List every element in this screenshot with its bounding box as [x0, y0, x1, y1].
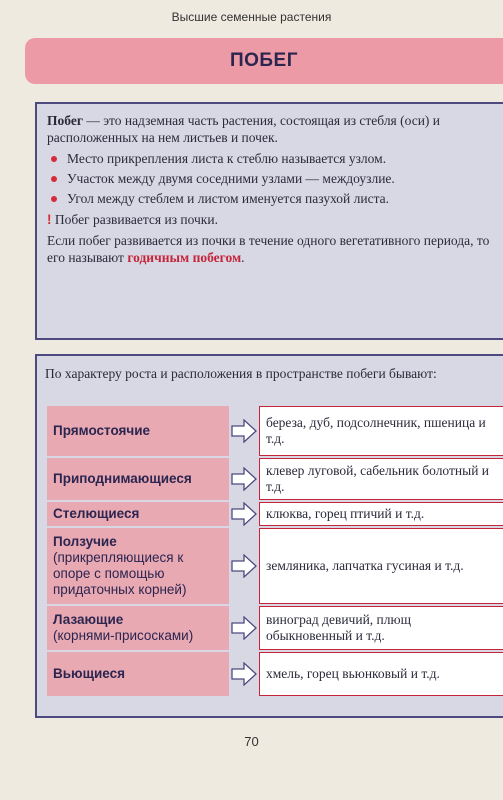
arrow-right-icon: [231, 467, 257, 491]
table-row: [37, 458, 503, 500]
definition-term: Побег: [47, 113, 83, 128]
bullet-icon: [51, 176, 57, 182]
section-title: ПОБЕГ: [229, 50, 299, 71]
arrow-right-icon: [231, 554, 257, 578]
shoot-examples: береза, дуб, подсолнечник, пшеница и т.д.: [259, 406, 503, 456]
bullet-icon: [51, 156, 57, 162]
shoot-type: Вьющиеся: [47, 652, 229, 696]
title-band: [25, 38, 503, 84]
shoot-type: Лазающие (корнями-присосками): [47, 606, 229, 650]
classification-box: [35, 354, 503, 718]
shoot-examples: клевер луговой, сабельник болотный и т.д.: [259, 458, 503, 500]
definition-paragraph: [47, 112, 499, 146]
table-row: [37, 502, 503, 526]
bullet-icon: [51, 196, 57, 202]
table-row: [37, 528, 503, 604]
shoot-examples: земляника, лапчатка гусиная и т.д.: [259, 528, 503, 604]
arrow-right-icon: [231, 616, 257, 640]
shoot-type: Стелющиеся: [47, 502, 229, 526]
shoot-examples: виноград девичий, плющ обыкновенный и т.д.: [259, 606, 503, 650]
definition-bullets: [47, 150, 499, 207]
shoot-type: Приподнимающиеся: [47, 458, 229, 500]
note-paragraph: ! Побег развивается из почки.: [47, 212, 218, 227]
annual-term: годичным побегом: [127, 250, 242, 265]
definition-text: — это надземная часть растения, состоящая из стебля (оси) и расположенных на нем листьев и почек.: [47, 113, 441, 145]
list-item: Угол между стеблем и листом именуется пазухой листа.: [47, 190, 499, 207]
page-number: 70: [244, 734, 259, 749]
shoot-examples: клюква, горец птичий и т.д.: [259, 502, 503, 526]
arrow-right-icon: [231, 419, 257, 443]
definition-box: [35, 102, 503, 340]
list-item: Участок между двумя соседними узлами — междоузлие.: [47, 170, 499, 187]
table-row: [37, 406, 503, 456]
list-item: Место прикрепления листа к стеблю называется узлом.: [47, 150, 499, 167]
table-row: [37, 606, 503, 650]
running-header: Высшие семенные растения: [171, 10, 332, 24]
shoot-type: Ползучие (прикрепляющиеся к опоре с помощью придаточных корней): [47, 528, 229, 604]
exclamation-icon: !: [47, 212, 52, 227]
shoot-type: Прямостоячие: [47, 406, 229, 456]
classification-intro: По характеру роста и расположения в пространстве побеги бывают:: [45, 366, 437, 381]
arrow-right-icon: [231, 662, 257, 686]
shoot-examples: хмель, горец вьюнковый и т.д.: [259, 652, 503, 696]
arrow-right-icon: [231, 502, 257, 526]
annual-paragraph: Если побег развивается из почки в течение одного вегетативного периода, то его называют годичным побегом.: [47, 233, 490, 265]
table-row: [37, 652, 503, 696]
